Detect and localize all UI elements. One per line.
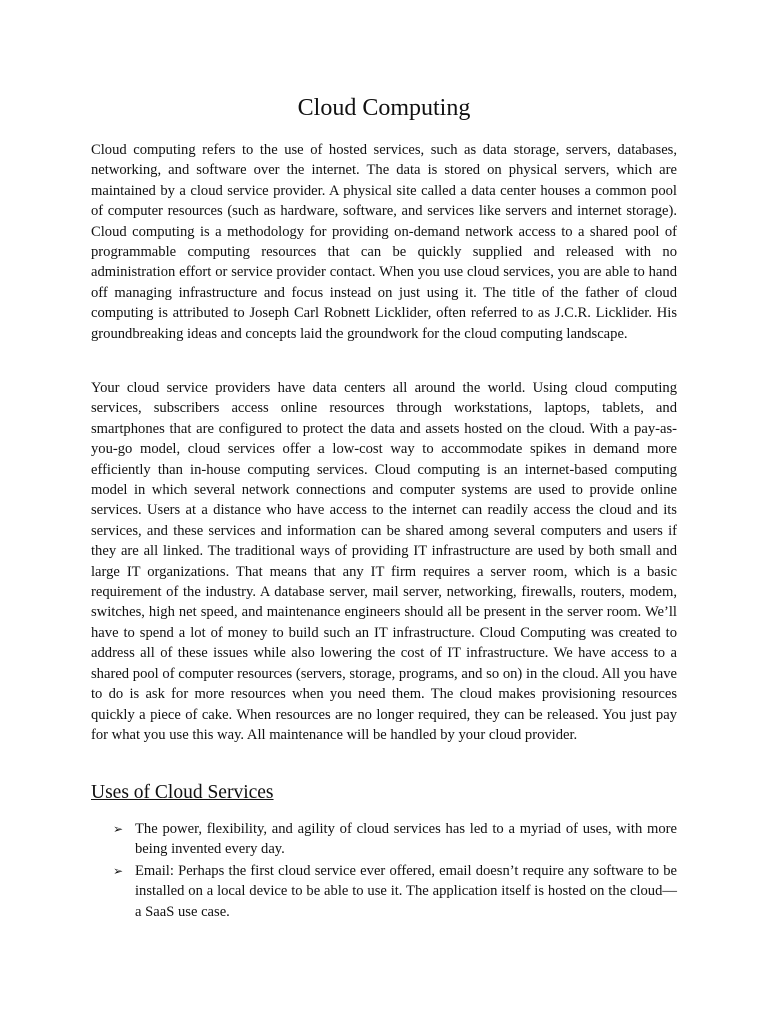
uses-bullet-list <box>91 819 677 923</box>
arrow-bullet-icon: ➢ <box>113 863 124 878</box>
document-title: Cloud Computing <box>297 95 471 121</box>
arrow-bullet-icon: ➢ <box>113 822 124 836</box>
paragraph-providers: Your cloud service providers have data centers all around the world. Using cloud computing services, subscribers access online resources through workstations, laptops, tablets, and smartphones that are configured to protect the data and assets hosted on the cloud. With a pay-as-you-go model, cloud services offer a low-cost way to accommodate spikes in demand more efficiently than in-house computing services. Cloud computing is an internet-based computing model in which several network connections and computer systems are used to provide online services. Users at a distance who have access to the internet can readily access the cloud and its services, and these services and information can be shared among several computers and users if they are all linked. The traditional ways of providing IT infrastructure are used by both small and large IT organizations. That means that any IT firm requires a server room, which is a basic requirement of the industry. A database server, mail server, networking, firewalls, routers, modem, switches, high net speed, and maintenance engineers should all be present in the server room. We’ll have to spend a lot of money to build such an IT infrastructure. Cloud Computing was created to address all of these issues while also lowering the cost of IT infrastructure. We have access to a shared pool of computer resources (servers, storage, programs, and so on) in the cloud. All you have to do is ask for more resources when you need them. The cloud makes provisioning resources quickly a piece of cake. When resources are no longer required, they can be released. You just pay for what you use this way. All maintenance will be handled by your cloud provider. <box>91 380 677 743</box>
list-item <box>91 861 677 922</box>
list-item-text: Email: Perhaps the first cloud service ever offered, email doesn’t require any software to be installed on a local device to be able to use it. The application itself is hosted on the cloud—a SaaS use case. <box>135 862 677 920</box>
list-item <box>91 819 677 860</box>
list-item-text: The power, flexibility, and agility of cloud services has led to a myriad of uses, with more being invented every day. <box>135 821 677 858</box>
paragraph-intro: Cloud computing refers to the use of hosted services, such as data storage, servers, databases, networking, and software over the internet. The data is stored on physical servers, which are maintained by a cloud service provider. A physical site called a data center houses a common pool of computer resources (such as hardware, software, and services like servers and internet storage). Cloud computing is a methodology for providing on-demand network access to a shared pool of programmable computing resources that can be quickly supplied and released with no administration effort or service provider contact. When you use cloud services, you are able to hand off managing infrastructure and focus instead on just using it. The title of the father of cloud computing is attributed to Joseph Carl Robnett Licklider, often referred to as J.C.R. Licklider. His groundbreaking ideas and concepts laid the groundwork for the cloud computing landscape. <box>91 142 677 342</box>
section-heading-uses: Uses of Cloud Services <box>91 782 274 803</box>
